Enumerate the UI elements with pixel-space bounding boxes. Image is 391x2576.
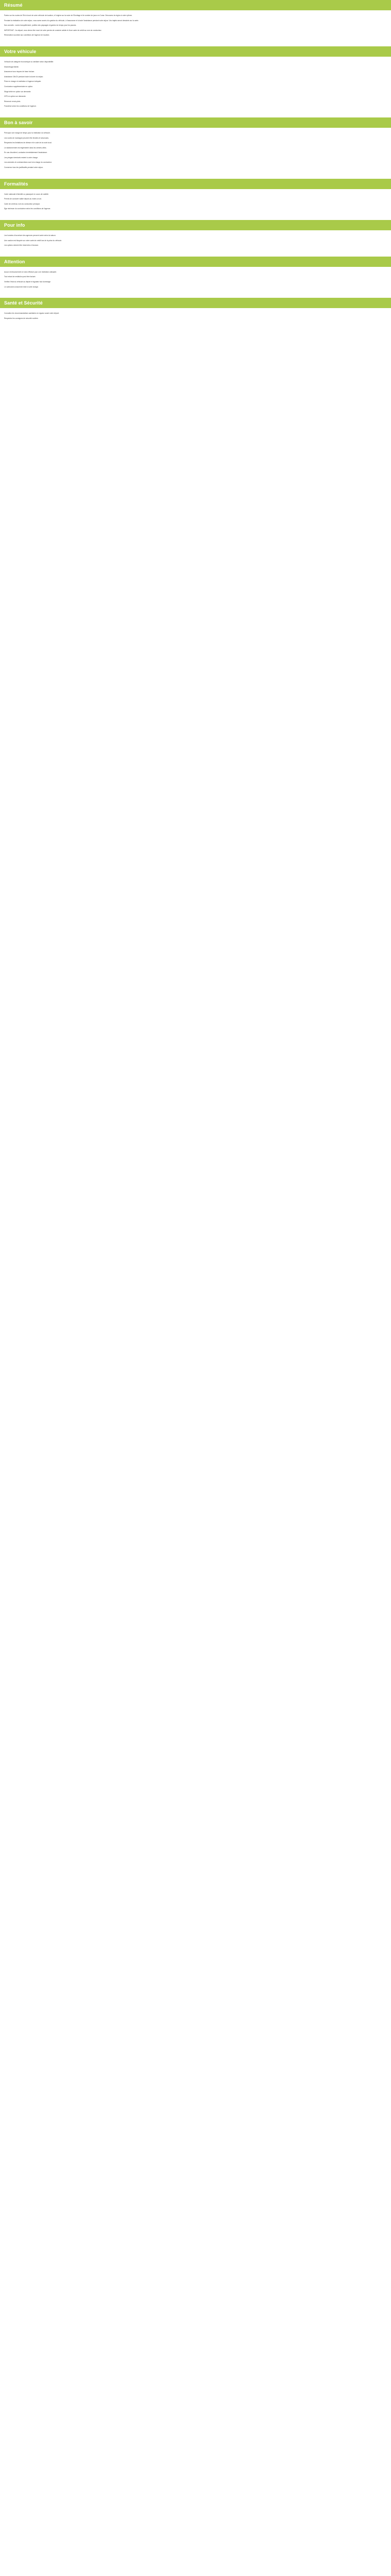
section (0, 46, 391, 117)
paragraph: Vérifiez l'état du véhicule au départ et signalez tout dommage. (4, 281, 51, 283)
paragraph: Nos conseils : roulez tranquillement, profitez des paysages et gardez du temps pour les pauses. (4, 24, 77, 27)
section (0, 257, 391, 298)
paragraph: Le stationnement est réglementé dans les centres-villes. (4, 146, 47, 149)
section-body (0, 230, 391, 257)
paragraph: GPS en option sur demande. (4, 95, 26, 98)
paragraph: Prévoyez une marge de temps pour la restitution du véhicule. (4, 131, 51, 134)
paragraph: Siège bébé en option sur demande. (4, 90, 31, 93)
paragraph: Véhicule de catégorie économique ou similaire selon disponibilité. (4, 60, 54, 63)
section-title: Votre véhicule (0, 46, 391, 57)
paragraph: Assurance tous risques de base incluse. (4, 71, 35, 73)
paragraph: Réservoir rendu plein. (4, 100, 21, 103)
paragraph: Franchise selon les conditions de l'agence. (4, 105, 37, 108)
paragraph: Le carburant consommé reste à votre charge. (4, 285, 39, 288)
paragraph: Tout retard de restitution peut être facturé. (4, 276, 36, 278)
section (0, 117, 391, 179)
paragraph: Les routes de montagne peuvent être étroites et sinueuses. (4, 137, 49, 139)
section-title: Résumé (0, 0, 391, 10)
section (0, 179, 391, 220)
section-body (0, 128, 391, 179)
paragraph: Les amendes et contraventions sont à la charge du conducteur. (4, 161, 52, 164)
section (0, 220, 391, 257)
paragraph: Respectez les consignes de sécurité routière. (4, 317, 39, 319)
paragraph: Conducteur supplémentaire en option. (4, 85, 33, 88)
paragraph: Conservez tous les justificatifs pendant votre séjour. (4, 166, 43, 169)
section-title: Pour info (0, 220, 391, 230)
section-title: Formalités (0, 179, 391, 189)
section-title: Bon à savoir (0, 117, 391, 128)
section-body (0, 308, 391, 329)
paragraph: Réservation soumise aux conditions de l'agence de location. (4, 34, 50, 37)
paragraph: Âge minimum du conducteur selon les conditions de l'agence. (4, 208, 51, 210)
section (0, 298, 391, 329)
paragraph: Carte nationale d'identité ou passeport en cours de validité. (4, 193, 49, 195)
paragraph: Carte de crédit au nom du conducteur principal. (4, 202, 40, 205)
section-body (0, 57, 391, 117)
section-body (0, 189, 391, 220)
section-title: Attention (0, 257, 391, 267)
paragraph: Respectez les limitations de vitesse et le code de la route local. (4, 142, 52, 144)
paragraph: Prise en charge et restitution à l'agence indiquée. (4, 80, 42, 83)
paragraph: Les péages éventuels restent à votre charge. (4, 156, 38, 159)
paragraph: Permis de conduire valide depuis au moins un an. (4, 198, 42, 200)
paragraph: Assistance 24h/24 pendant toute la durée du séjour. (4, 75, 44, 78)
paragraph: Les options doivent être réservées à l'avance. (4, 244, 39, 247)
section (0, 0, 391, 46)
paragraph: Consultez les recommandations sanitaires en vigueur avant votre départ. (4, 312, 59, 315)
paragraph: Aucun remboursement ne sera effectué pour une restitution anticipée. (4, 270, 57, 273)
paragraph: Pendant la réalisation de votre séjour, vous aurez accès à la gestion du véhicule, à l'assurance et à toute l'assistance pendant votre séjour. Vos trajets seront dessinés sur la carte. (4, 19, 139, 22)
document-page (0, 0, 391, 329)
paragraph: IMPORTANT : Au départ, vous devez être muni de votre permis de conduire valide et d'une carte de crédit au nom du conducteur. (4, 29, 102, 31)
section-title: Santé et Sécurité (0, 298, 391, 308)
paragraph: Une caution est bloquée sur votre carte de crédit lors de la prise du véhicule. (4, 239, 62, 242)
section-body (0, 10, 391, 46)
paragraph: Partez sur les routes de l'Est à bord de votre véhicule de location, à l'origine sur la route de l'Ermitage et le nombre de jours en Corse. Découvrez la région à votre rythme. (4, 14, 133, 16)
paragraph: En cas d'accident, contactez immédiatement l'assistance. (4, 151, 47, 154)
section-body (0, 267, 391, 298)
paragraph: Kilométrage illimité. (4, 65, 19, 68)
paragraph: Les horaires d'ouverture des agences peuvent varier selon la saison. (4, 234, 56, 237)
